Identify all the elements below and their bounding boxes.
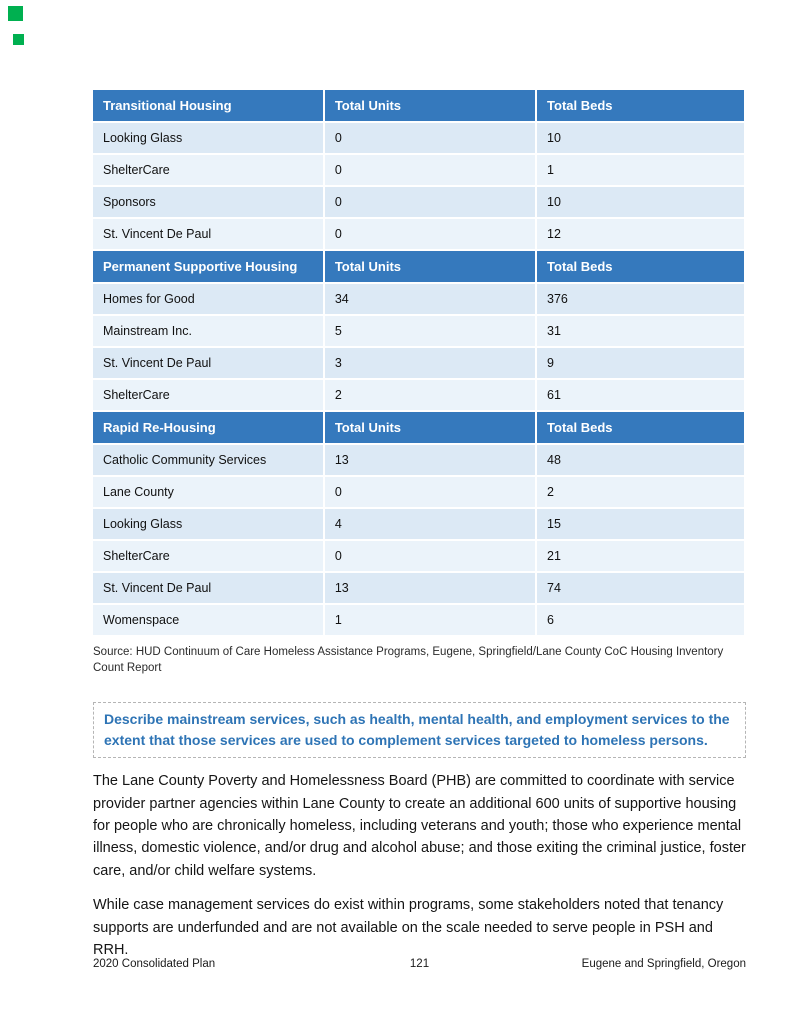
provider-cell: St. Vincent De Paul <box>93 348 325 380</box>
table-row <box>93 573 746 605</box>
table-row <box>93 477 746 509</box>
table-row <box>93 155 746 187</box>
housing-inventory-table <box>93 90 746 637</box>
beds-cell: 6 <box>537 605 746 637</box>
beds-cell: 1 <box>537 155 746 187</box>
beds-cell: 12 <box>537 219 746 251</box>
provider-cell: Homes for Good <box>93 284 325 316</box>
beds-cell: 10 <box>537 123 746 155</box>
beds-cell: 74 <box>537 573 746 605</box>
footer-document-title: 2020 Consolidated Plan <box>93 958 216 970</box>
provider-cell: Lane County <box>93 477 325 509</box>
table-row <box>93 541 746 573</box>
footer-location: Eugene and Springfield, Oregon <box>581 958 746 970</box>
green-annotation-marker-small <box>13 34 24 45</box>
section-title-cell: Rapid Re-Housing <box>93 412 325 445</box>
beds-cell: 21 <box>537 541 746 573</box>
table-row <box>93 509 746 541</box>
beds-cell: 61 <box>537 380 746 412</box>
table-row <box>93 445 746 477</box>
provider-cell: Looking Glass <box>93 509 325 541</box>
units-cell: 0 <box>325 187 537 219</box>
units-cell: 34 <box>325 284 537 316</box>
table-row <box>93 605 746 637</box>
units-cell: 13 <box>325 445 537 477</box>
green-annotation-marker <box>8 6 23 21</box>
total-units-header-cell: Total Units <box>325 251 537 284</box>
footer-page-number: 121 <box>409 958 430 970</box>
table-row <box>93 284 746 316</box>
table-row <box>93 348 746 380</box>
table-section-header-row <box>93 251 746 284</box>
table-section-header-row <box>93 90 746 123</box>
total-beds-header-cell: Total Beds <box>537 412 746 445</box>
beds-cell: 376 <box>537 284 746 316</box>
total-beds-header-cell: Total Beds <box>537 251 746 284</box>
question-text: Describe mainstream services, such as health, mental health, and employment services to the extent that those services are used to complement services targeted to homeless persons. <box>104 711 730 749</box>
beds-cell: 10 <box>537 187 746 219</box>
beds-cell: 31 <box>537 316 746 348</box>
provider-cell: St. Vincent De Paul <box>93 219 325 251</box>
beds-cell: 2 <box>537 477 746 509</box>
paragraph-1: The Lane County Poverty and Homelessness Board (PHB) are committed to coordinate with service provider partner agencies within Lane County to create an additional 600 units of supportive housing for people who are chronically homeless, including veterans and youth; those who experience mental illness, domestic violence, and/or drug and alcohol abuse; and those exiting the criminal justice, foster care, and/or child welfare systems. <box>93 773 746 879</box>
provider-cell: Sponsors <box>93 187 325 219</box>
provider-cell: ShelterCare <box>93 541 325 573</box>
table-row <box>93 316 746 348</box>
beds-cell: 48 <box>537 445 746 477</box>
units-cell: 4 <box>325 509 537 541</box>
units-cell: 5 <box>325 316 537 348</box>
beds-cell: 15 <box>537 509 746 541</box>
table-row <box>93 380 746 412</box>
provider-cell: ShelterCare <box>93 155 325 187</box>
units-cell: 3 <box>325 348 537 380</box>
table-section-header-row <box>93 412 746 445</box>
paragraph-2: While case management services do exist within programs, some stakeholders noted that tenancy supports are underfunded and are not available on the scale needed to serve people in PSH and RRH. <box>93 897 724 959</box>
provider-cell: Mainstream Inc. <box>93 316 325 348</box>
provider-cell: Womenspace <box>93 605 325 637</box>
units-cell: 0 <box>325 123 537 155</box>
units-cell: 13 <box>325 573 537 605</box>
provider-cell: Looking Glass <box>93 123 325 155</box>
section-title-cell: Transitional Housing <box>93 90 325 123</box>
units-cell: 0 <box>325 155 537 187</box>
units-cell: 0 <box>325 541 537 573</box>
section-title-cell: Permanent Supportive Housing <box>93 251 325 284</box>
provider-cell: ShelterCare <box>93 380 325 412</box>
question-box <box>93 702 746 758</box>
table-row <box>93 187 746 219</box>
page-content <box>93 90 746 962</box>
provider-cell: St. Vincent De Paul <box>93 573 325 605</box>
table-row <box>93 219 746 251</box>
units-cell: 0 <box>325 219 537 251</box>
table-row <box>93 123 746 155</box>
page-footer <box>93 958 746 970</box>
beds-cell: 9 <box>537 348 746 380</box>
units-cell: 2 <box>325 380 537 412</box>
source-note: Source: HUD Continuum of Care Homeless Assistance Programs, Eugene, Springfield/Lane County CoC Housing Inventory Count Report <box>93 646 724 674</box>
total-beds-header-cell: Total Beds <box>537 90 746 123</box>
total-units-header-cell: Total Units <box>325 412 537 445</box>
total-units-header-cell: Total Units <box>325 90 537 123</box>
units-cell: 1 <box>325 605 537 637</box>
provider-cell: Catholic Community Services <box>93 445 325 477</box>
units-cell: 0 <box>325 477 537 509</box>
